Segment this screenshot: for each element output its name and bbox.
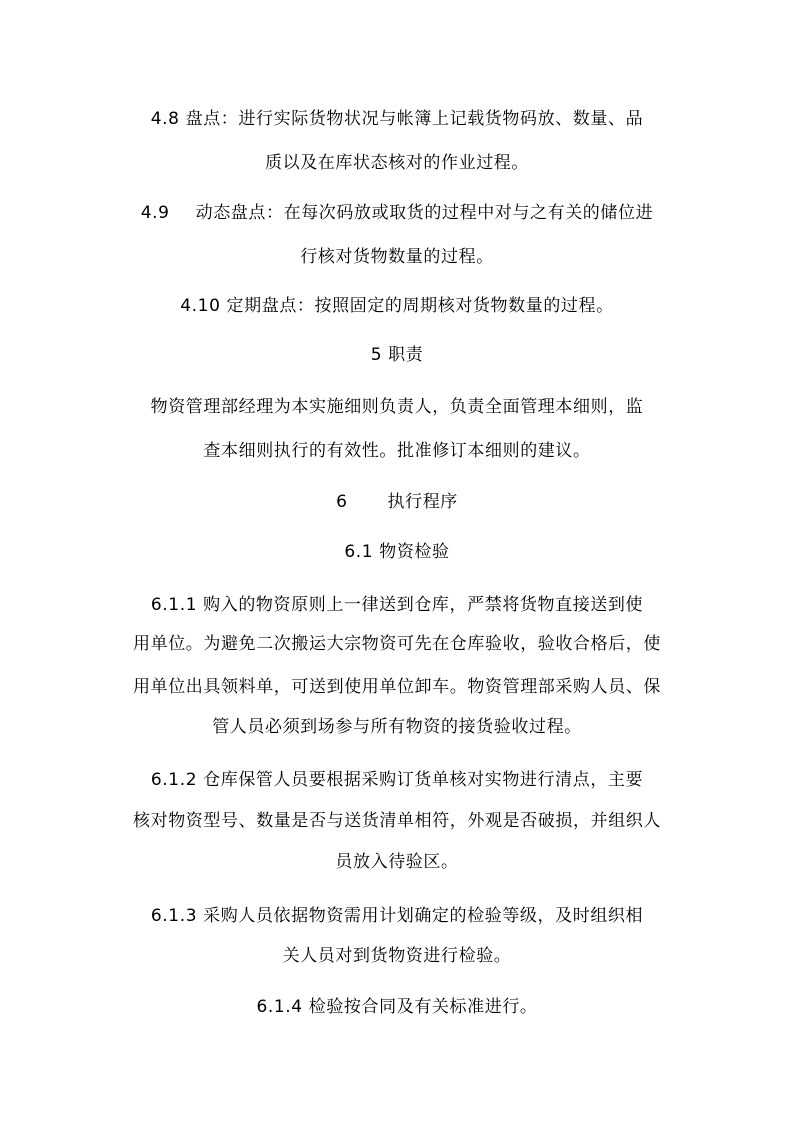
para-6-1-1-line-1: 6.1.1 购入的物资原则上一律送到仓库，严禁将货物直接送到使 <box>150 595 644 615</box>
section-6-heading <box>0 491 794 513</box>
para-4-9-line-2: 行核对货物数量的过程。 <box>300 247 494 267</box>
para-5-line-2: 查本细则执行的有效性。批准修订本细则的建议。 <box>203 441 591 461</box>
para-6-1-2-line-1: 6.1.2 仓库保管人员要根据采购订货单核对实物进行清点，主要 <box>150 770 644 790</box>
para-4-10-line-1: 4.10 定期盘点：按照固定的周期核对货物数量的过程。 <box>180 296 614 316</box>
para-6-1-2-line-3: 员放入待验区。 <box>335 852 459 872</box>
para-4-8-line-2: 质以及在库状态核对的作业过程。 <box>265 153 529 173</box>
para-6-1-3-line-1: 6.1.3 采购人员依据物资需用计划确定的检验等级，及时组织相 <box>150 906 644 926</box>
section-6-number: 6 <box>336 492 348 512</box>
para-6-1-3-line-2: 关人员对到货物资进行检验。 <box>282 946 512 966</box>
para-4-8-line-1: 4.8 盘点：进行实际货物状况与帐簿上记载货物码放、数量、品 <box>150 109 644 129</box>
para-4-9-text: 动态盘点：在每次码放或取货的过程中对与之有关的储位进 <box>195 203 654 223</box>
para-6-1-1-line-2: 用单位。为避免二次搬运大宗物资可先在仓库验收，验收合格后，使 <box>133 634 661 654</box>
para-4-9-line-1 <box>0 202 794 224</box>
section-6-title: 执行程序 <box>387 492 458 512</box>
para-5-line-1: 物资管理部经理为本实施细则负责人，负责全面管理本细则，监 <box>150 397 644 417</box>
para-4-9-number: 4.9 <box>140 203 170 223</box>
para-6-1-1-line-4: 管人员必须到场参与所有物资的接货验收过程。 <box>212 717 582 737</box>
para-6-1-1-line-3: 用单位出具领料单，可送到使用单位卸车。物资管理部采购人员、保 <box>133 677 661 697</box>
section-5-heading: 5 职责 <box>370 345 424 365</box>
para-6-1-4-line-1: 6.1.4 检验按合同及有关标准进行。 <box>256 997 538 1017</box>
para-6-1-2-line-2: 核对物资型号、数量是否与送货清单相符，外观是否破损，并组织人 <box>133 811 661 831</box>
section-6-1-heading: 6.1 物资检验 <box>344 542 450 562</box>
